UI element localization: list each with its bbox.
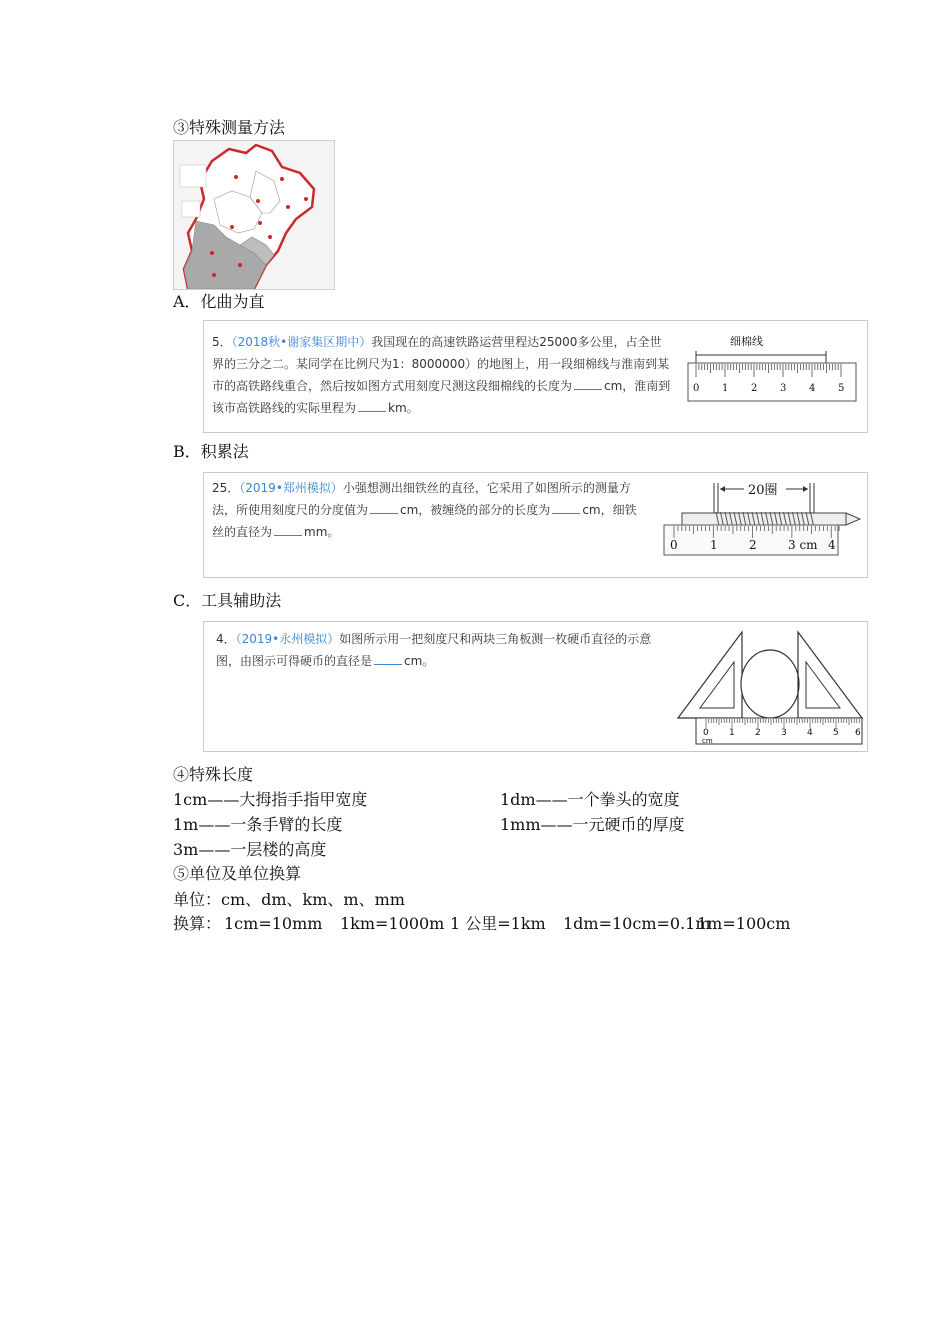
section-title-special-lengths: ④特殊长度 (173, 765, 254, 784)
answer-blank[interactable] (358, 399, 386, 412)
map-graphic (174, 141, 334, 289)
tick-label: 5 (833, 728, 839, 738)
question-line: cm。 (404, 654, 435, 668)
question-source: （2019•永州模拟） (235, 632, 340, 646)
tick-label: 2 (751, 383, 758, 394)
question-line: km。 (388, 401, 419, 415)
tick-label: 4 (809, 383, 816, 394)
tick-label: 2 (749, 538, 757, 552)
question-line: 法，所使用刻度尺的分度值为 (212, 503, 369, 517)
question-source: （2019•郑州模拟） (239, 481, 343, 495)
conversion-item: 1m=100cm (697, 914, 791, 933)
question-5-card (203, 320, 868, 433)
question-4-text (216, 628, 676, 672)
answer-blank[interactable] (370, 501, 398, 514)
tick-label: 0 (693, 383, 700, 394)
answer-blank[interactable] (274, 523, 302, 536)
length-reference-left: 1m——一条手臂的长度 (173, 815, 343, 834)
question-line: cm，淮南到 (604, 379, 671, 393)
tick-label: 5 (838, 383, 845, 394)
tick-label: 2 (755, 728, 761, 738)
tick-label: 1 (722, 383, 729, 394)
question-line: mm。 (304, 525, 340, 539)
tick-label: 3 (781, 728, 787, 738)
method-b-heading: B．积累法 (173, 442, 249, 461)
length-reference-right: 1dm——一个拳头的宽度 (500, 790, 680, 809)
answer-blank[interactable] (374, 652, 402, 665)
tick-label: 4 (828, 538, 836, 552)
answer-blank[interactable] (574, 377, 602, 390)
section-title-unit-conversion: ⑤单位及单位换算 (173, 864, 302, 883)
question-5-text (212, 331, 682, 419)
question-number: 25． (212, 481, 240, 495)
tick-label: 3 (780, 383, 787, 394)
ruler-tick-labels (662, 538, 862, 554)
conversion-label: 换算： (173, 914, 222, 933)
conversion-item: 1km=1000m (340, 914, 445, 933)
conversion-item: 1cm=10mm (224, 914, 323, 933)
method-a-heading: A．化曲为直 (173, 292, 265, 311)
question-source: （2018秋•谢家集区期中） (231, 335, 372, 349)
tick-label: 0 (703, 728, 709, 738)
question-line: 我国现在的高速铁路运营里程达25000多公里，占全世 (371, 335, 662, 349)
coin-triangle-figure (674, 628, 864, 748)
question-4-card (203, 621, 868, 752)
length-reference-left: 3m——一层楼的高度 (173, 840, 327, 859)
conversion-item: 1 公里=1km (450, 914, 546, 933)
tick-label: 1 (710, 538, 718, 552)
question-line: cm，被缠绕的部分的长度为 (400, 503, 551, 517)
question-line: 市的高铁路线重合，然后按如图方式用刻度尺测这段细棉线的长度为 (212, 379, 573, 393)
ruler-unit: cm (702, 737, 713, 745)
tick-label: 6 (855, 728, 861, 738)
question-line: 界的三分之二。某同学在比例尺为1：8000000）的地图上，用一段细棉线与淮南到某 (212, 357, 670, 371)
question-line: cm，细铁 (582, 503, 637, 517)
section-title-special-methods: ③特殊测量方法 (173, 118, 286, 137)
method-c-heading: C．工具辅助法 (173, 591, 282, 610)
question-line: 如图所示用一把刻度尺和两块三角板测一枚硬币直径的示意 (339, 632, 652, 646)
question-line: 小强想测出细铁丝的直径，它采用了如图所示的测量方 (342, 481, 631, 495)
question-line: 丝的直径为 (212, 525, 273, 539)
question-line: 图，由图示可得硬币的直径是 (216, 654, 373, 668)
question-number: 5． (212, 335, 232, 349)
answer-blank[interactable] (552, 501, 580, 514)
question-number: 4． (216, 632, 236, 646)
ruler-thread-figure (686, 333, 858, 403)
map-figure (173, 140, 335, 290)
thread-label: 细棉线 (730, 335, 763, 348)
coil-count-label: 20圈 (748, 483, 778, 498)
tick-label: 0 (670, 538, 678, 552)
tick-label: 1 (729, 728, 735, 738)
wire-coil-figure (662, 475, 862, 575)
length-reference-left: 1cm——大拇指手指甲宽度 (173, 790, 368, 809)
tick-label: 3 cm (788, 538, 818, 552)
question-25-text (212, 477, 662, 543)
conversion-item: 1dm=10cm=0.1m (563, 914, 711, 933)
tick-label: 4 (807, 728, 813, 738)
question-25-card (203, 472, 868, 578)
units-list: 单位：cm、dm、km、m、mm (173, 890, 405, 909)
question-line: 该市高铁路线的实际里程为 (212, 401, 357, 415)
ruler-tick-labels (686, 383, 858, 397)
length-reference-right: 1mm——一元硬币的厚度 (500, 815, 685, 834)
